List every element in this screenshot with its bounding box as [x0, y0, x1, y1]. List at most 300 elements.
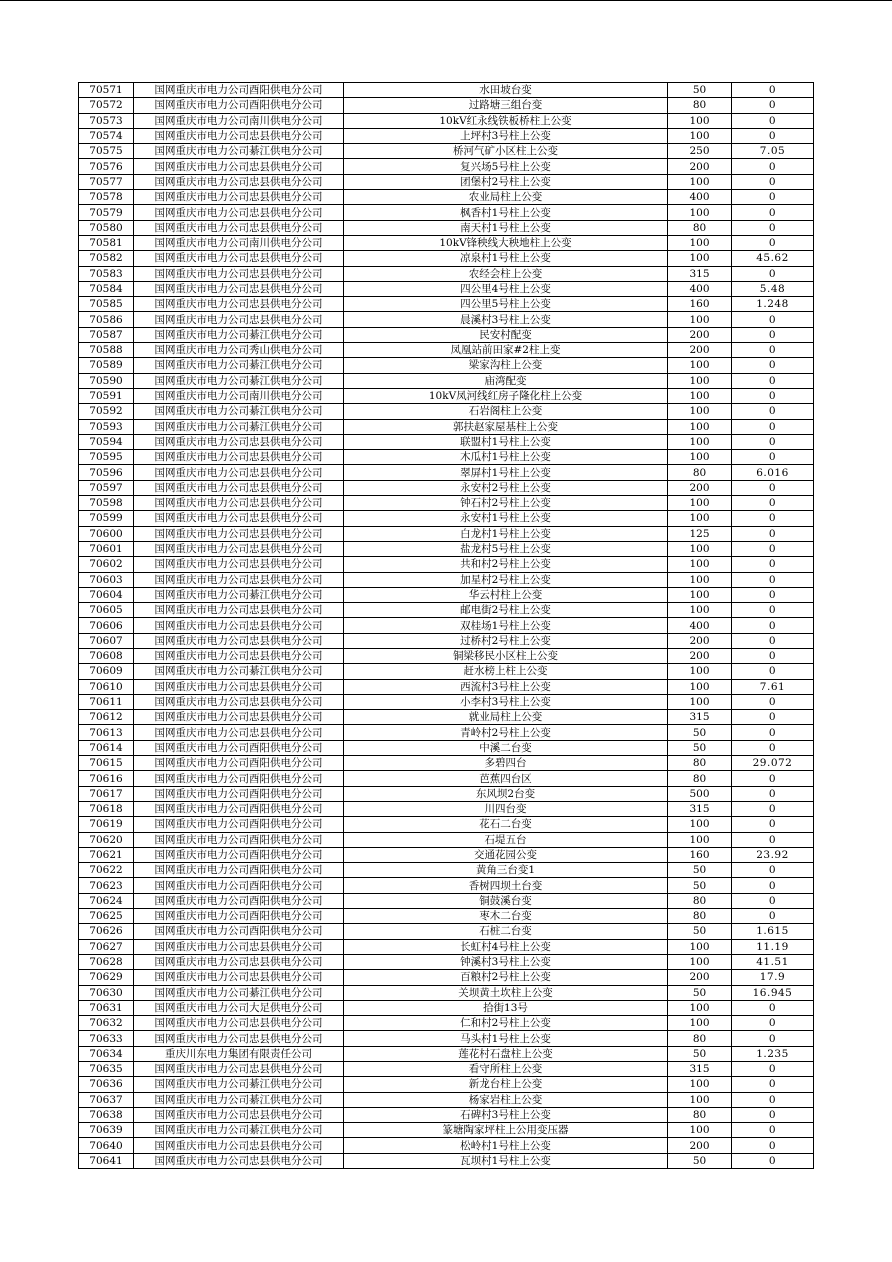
cell-id: 70593 [79, 419, 134, 434]
cell-capacity: 100 [668, 1000, 732, 1015]
cell-station-name: 加星村2号柱上公变 [344, 572, 668, 587]
cell-value: 0 [732, 190, 814, 205]
cell-station-name: 枣木二台变 [344, 909, 668, 924]
cell-company: 国网重庆市电力公司忠县供电分公司 [134, 205, 344, 220]
cell-company: 国网重庆市电力公司酉阳供电分公司 [134, 847, 344, 862]
cell-value: 0 [732, 786, 814, 801]
cell-value: 0 [732, 511, 814, 526]
cell-company: 国网重庆市电力公司忠县供电分公司 [134, 159, 344, 174]
cell-company: 国网重庆市电力公司忠县供电分公司 [134, 434, 344, 449]
cell-id: 70591 [79, 388, 134, 403]
cell-company: 国网重庆市电力公司綦江供电分公司 [134, 144, 344, 159]
cell-value: 0 [732, 863, 814, 878]
cell-capacity: 100 [668, 511, 732, 526]
cell-id: 70577 [79, 174, 134, 189]
cell-station-name: 石岩阁柱上公变 [344, 404, 668, 419]
cell-company: 国网重庆市电力公司忠县供电分公司 [134, 633, 344, 648]
cell-station-name: 芭蕉四台区 [344, 771, 668, 786]
cell-company: 国网重庆市电力公司南川供电分公司 [134, 388, 344, 403]
cell-station-name: 木瓜村1号柱上公变 [344, 450, 668, 465]
cell-company: 国网重庆市电力公司綦江供电分公司 [134, 404, 344, 419]
cell-id: 70572 [79, 98, 134, 113]
cell-station-name: 10kV红永线铁板桥柱上公变 [344, 113, 668, 128]
cell-station-name: 南天村1号柱上公变 [344, 220, 668, 235]
cell-company: 国网重庆市电力公司忠县供电分公司 [134, 312, 344, 327]
cell-station-name: 马头村1号柱上公变 [344, 1031, 668, 1046]
cell-capacity: 160 [668, 847, 732, 862]
cell-company: 国网重庆市电力公司忠县供电分公司 [134, 1153, 344, 1168]
cell-id: 70605 [79, 603, 134, 618]
table-row [79, 801, 814, 816]
cell-company: 国网重庆市电力公司酉阳供电分公司 [134, 893, 344, 908]
table-row [79, 587, 814, 602]
cell-capacity: 50 [668, 740, 732, 755]
cell-id: 70597 [79, 480, 134, 495]
table-row [79, 419, 814, 434]
cell-value: 7.61 [732, 679, 814, 694]
cell-company: 国网重庆市电力公司忠县供电分公司 [134, 1016, 344, 1031]
cell-company: 国网重庆市电力公司忠县供电分公司 [134, 450, 344, 465]
cell-id: 70607 [79, 633, 134, 648]
cell-capacity: 80 [668, 1031, 732, 1046]
cell-capacity: 100 [668, 541, 732, 556]
cell-capacity: 100 [668, 954, 732, 969]
cell-company: 国网重庆市电力公司綦江供电分公司 [134, 664, 344, 679]
table-row [79, 1092, 814, 1107]
cell-id: 70571 [79, 83, 134, 98]
cell-value: 0 [732, 1092, 814, 1107]
table-row [79, 1138, 814, 1153]
cell-company: 国网重庆市电力公司酉阳供电分公司 [134, 832, 344, 847]
table-row [79, 281, 814, 296]
cell-station-name: 香树四坝土台变 [344, 878, 668, 893]
cell-station-name: 枫香村1号柱上公变 [344, 205, 668, 220]
cell-value: 0 [732, 648, 814, 663]
cell-capacity: 100 [668, 174, 732, 189]
cell-station-name: 邮电街2号柱上公变 [344, 603, 668, 618]
cell-capacity: 100 [668, 1016, 732, 1031]
cell-id: 70579 [79, 205, 134, 220]
table-row [79, 633, 814, 648]
cell-id: 70575 [79, 144, 134, 159]
cell-value: 1.235 [732, 1046, 814, 1061]
cell-value: 0 [732, 174, 814, 189]
cell-capacity: 250 [668, 144, 732, 159]
cell-company: 国网重庆市电力公司酉阳供电分公司 [134, 863, 344, 878]
cell-id: 70576 [79, 159, 134, 174]
cell-station-name: 钟石村2号柱上公变 [344, 496, 668, 511]
cell-value: 0 [732, 235, 814, 250]
cell-value: 23.92 [732, 847, 814, 862]
cell-company: 国网重庆市电力公司忠县供电分公司 [134, 618, 344, 633]
cell-capacity: 100 [668, 1077, 732, 1092]
cell-station-name: 上坪村3号柱上公变 [344, 128, 668, 143]
cell-id: 70628 [79, 954, 134, 969]
cell-capacity: 500 [668, 786, 732, 801]
cell-capacity: 200 [668, 480, 732, 495]
cell-value: 0 [732, 893, 814, 908]
cell-id: 70588 [79, 343, 134, 358]
cell-value: 5.48 [732, 281, 814, 296]
cell-station-name: 新龙台柱上公变 [344, 1077, 668, 1092]
cell-id: 70580 [79, 220, 134, 235]
cell-capacity: 80 [668, 909, 732, 924]
cell-value: 41.51 [732, 954, 814, 969]
cell-capacity: 125 [668, 526, 732, 541]
cell-value: 0 [732, 1000, 814, 1015]
cell-company: 国网重庆市电力公司忠县供电分公司 [134, 710, 344, 725]
cell-value: 0 [732, 373, 814, 388]
table-row [79, 664, 814, 679]
cell-company: 国网重庆市电力公司忠县供电分公司 [134, 603, 344, 618]
cell-capacity: 50 [668, 924, 732, 939]
table-row [79, 480, 814, 495]
cell-id: 70602 [79, 557, 134, 572]
table-row [79, 847, 814, 862]
cell-value: 17.9 [732, 970, 814, 985]
table-row [79, 893, 814, 908]
cell-capacity: 315 [668, 801, 732, 816]
cell-company: 国网重庆市电力公司忠县供电分公司 [134, 648, 344, 663]
cell-value: 0 [732, 740, 814, 755]
table-row [79, 725, 814, 740]
cell-company: 国网重庆市电力公司酉阳供电分公司 [134, 98, 344, 113]
cell-value: 11.19 [732, 939, 814, 954]
cell-company: 国网重庆市电力公司忠县供电分公司 [134, 480, 344, 495]
cell-value: 0 [732, 618, 814, 633]
cell-station-name: 10kV锋秧线大秧地柱上公变 [344, 235, 668, 250]
table-row [79, 511, 814, 526]
cell-station-name: 交通花园公变 [344, 847, 668, 862]
cell-capacity: 100 [668, 679, 732, 694]
cell-company: 国网重庆市电力公司綦江供电分公司 [134, 1092, 344, 1107]
cell-station-name: 桥河气矿小区柱上公变 [344, 144, 668, 159]
cell-company: 国网重庆市电力公司綦江供电分公司 [134, 327, 344, 342]
table-row [79, 297, 814, 312]
table-row [79, 266, 814, 281]
cell-capacity: 100 [668, 373, 732, 388]
table-row [79, 1123, 814, 1138]
table-row [79, 343, 814, 358]
table-row [79, 404, 814, 419]
table-row [79, 756, 814, 771]
cell-station-name: 多碧四台 [344, 756, 668, 771]
table-row [79, 190, 814, 205]
cell-value: 0 [732, 159, 814, 174]
table-row [79, 159, 814, 174]
cell-id: 70640 [79, 1138, 134, 1153]
table-row [79, 710, 814, 725]
cell-station-name: 莲花村石盘柱上公变 [344, 1046, 668, 1061]
table-row [79, 496, 814, 511]
cell-value: 0 [732, 771, 814, 786]
cell-station-name: 农经会柱上公变 [344, 266, 668, 281]
cell-station-name: 关坝黄土坎柱上公变 [344, 985, 668, 1000]
cell-value: 0 [732, 878, 814, 893]
cell-capacity: 200 [668, 648, 732, 663]
cell-value: 0 [732, 113, 814, 128]
cell-station-name: 铜梁移民小区柱上公变 [344, 648, 668, 663]
cell-station-name: 花石二台变 [344, 817, 668, 832]
cell-station-name: 水田坡台变 [344, 83, 668, 98]
cell-id: 70589 [79, 358, 134, 373]
cell-capacity: 100 [668, 496, 732, 511]
cell-capacity: 200 [668, 327, 732, 342]
table-row [79, 83, 814, 98]
cell-station-name: 拾街13号 [344, 1000, 668, 1015]
cell-company: 国网重庆市电力公司忠县供电分公司 [134, 1107, 344, 1122]
cell-id: 70627 [79, 939, 134, 954]
cell-id: 70581 [79, 235, 134, 250]
cell-value: 0 [732, 526, 814, 541]
cell-id: 70626 [79, 924, 134, 939]
table-row [79, 526, 814, 541]
cell-value: 6.016 [732, 465, 814, 480]
cell-id: 70586 [79, 312, 134, 327]
cell-capacity: 100 [668, 358, 732, 373]
table-row [79, 235, 814, 250]
cell-station-name: 翠屏村1号柱上公变 [344, 465, 668, 480]
cell-id: 70638 [79, 1107, 134, 1122]
cell-id: 70616 [79, 771, 134, 786]
cell-station-name: 黄角三台变1 [344, 863, 668, 878]
cell-capacity: 50 [668, 83, 732, 98]
cell-station-name: 团堡村2号柱上公变 [344, 174, 668, 189]
cell-station-name: 过桥村2号柱上公变 [344, 633, 668, 648]
cell-capacity: 80 [668, 771, 732, 786]
cell-company: 国网重庆市电力公司酉阳供电分公司 [134, 801, 344, 816]
cell-station-name: 石堤五台 [344, 832, 668, 847]
cell-value: 0 [732, 603, 814, 618]
cell-id: 70608 [79, 648, 134, 663]
cell-value: 0 [732, 205, 814, 220]
cell-id: 70590 [79, 373, 134, 388]
cell-capacity: 100 [668, 450, 732, 465]
cell-id: 70587 [79, 327, 134, 342]
cell-value: 0 [732, 817, 814, 832]
table-row [79, 603, 814, 618]
cell-company: 国网重庆市电力公司綦江供电分公司 [134, 1123, 344, 1138]
cell-capacity: 50 [668, 863, 732, 878]
cell-station-name: 松岭村1号柱上公变 [344, 1138, 668, 1153]
cell-id: 70595 [79, 450, 134, 465]
cell-company: 国网重庆市电力公司南川供电分公司 [134, 235, 344, 250]
cell-id: 70599 [79, 511, 134, 526]
cell-station-name: 白龙村1号柱上公变 [344, 526, 668, 541]
cell-capacity: 160 [668, 297, 732, 312]
table-row [79, 144, 814, 159]
table-row [79, 985, 814, 1000]
cell-id: 70610 [79, 679, 134, 694]
cell-value: 0 [732, 83, 814, 98]
table-row [79, 1107, 814, 1122]
cell-capacity: 100 [668, 817, 732, 832]
table-row [79, 434, 814, 449]
cell-value: 0 [732, 710, 814, 725]
cell-capacity: 100 [668, 587, 732, 602]
table-row [79, 251, 814, 266]
cell-value: 0 [732, 480, 814, 495]
cell-station-name: 共和村2号柱上公变 [344, 557, 668, 572]
cell-company: 国网重庆市电力公司酉阳供电分公司 [134, 786, 344, 801]
cell-company: 国网重庆市电力公司忠县供电分公司 [134, 128, 344, 143]
cell-station-name: 永安村2号柱上公变 [344, 480, 668, 495]
cell-company: 国网重庆市电力公司忠县供电分公司 [134, 465, 344, 480]
table-row [79, 1153, 814, 1168]
cell-id: 70623 [79, 878, 134, 893]
cell-capacity: 100 [668, 939, 732, 954]
cell-id: 70606 [79, 618, 134, 633]
cell-id: 70615 [79, 756, 134, 771]
cell-capacity: 100 [668, 572, 732, 587]
table-row [79, 358, 814, 373]
cell-id: 70634 [79, 1046, 134, 1061]
cell-id: 70619 [79, 817, 134, 832]
table-row [79, 128, 814, 143]
cell-capacity: 100 [668, 312, 732, 327]
cell-station-name: 青岭村2号柱上公变 [344, 725, 668, 740]
cell-id: 70603 [79, 572, 134, 587]
cell-company: 国网重庆市电力公司忠县供电分公司 [134, 526, 344, 541]
cell-id: 70630 [79, 985, 134, 1000]
table-row [79, 909, 814, 924]
cell-station-name: 晨溪村3号柱上公变 [344, 312, 668, 327]
cell-capacity: 100 [668, 388, 732, 403]
cell-company: 国网重庆市电力公司忠县供电分公司 [134, 970, 344, 985]
cell-id: 70636 [79, 1077, 134, 1092]
cell-id: 70633 [79, 1031, 134, 1046]
cell-company: 国网重庆市电力公司綦江供电分公司 [134, 1077, 344, 1092]
cell-capacity: 80 [668, 756, 732, 771]
cell-company: 国网重庆市电力公司忠县供电分公司 [134, 557, 344, 572]
page-top-rule [0, 0, 892, 1]
cell-capacity: 100 [668, 557, 732, 572]
table-row [79, 1031, 814, 1046]
cell-value: 16.945 [732, 985, 814, 1000]
cell-capacity: 400 [668, 190, 732, 205]
cell-capacity: 100 [668, 1092, 732, 1107]
cell-id: 70604 [79, 587, 134, 602]
cell-id: 70621 [79, 847, 134, 862]
cell-id: 70632 [79, 1016, 134, 1031]
table-row [79, 557, 814, 572]
cell-capacity: 200 [668, 970, 732, 985]
cell-company: 国网重庆市电力公司酉阳供电分公司 [134, 817, 344, 832]
cell-capacity: 200 [668, 343, 732, 358]
cell-capacity: 100 [668, 832, 732, 847]
cell-station-name: 庙湾配变 [344, 373, 668, 388]
table-row [79, 450, 814, 465]
cell-company: 国网重庆市电力公司忠县供电分公司 [134, 1138, 344, 1153]
cell-capacity: 80 [668, 1107, 732, 1122]
cell-station-name: 农业局柱上公变 [344, 190, 668, 205]
cell-value: 0 [732, 832, 814, 847]
cell-value: 0 [732, 419, 814, 434]
cell-value: 0 [732, 1138, 814, 1153]
cell-company: 国网重庆市电力公司酉阳供电分公司 [134, 756, 344, 771]
cell-company: 国网重庆市电力公司忠县供电分公司 [134, 251, 344, 266]
cell-value: 0 [732, 434, 814, 449]
cell-id: 70631 [79, 1000, 134, 1015]
cell-capacity: 100 [668, 113, 732, 128]
table-body [79, 83, 814, 1169]
cell-company: 国网重庆市电力公司綦江供电分公司 [134, 587, 344, 602]
cell-station-name: 中溪二台变 [344, 740, 668, 755]
cell-id: 70578 [79, 190, 134, 205]
table-row [79, 98, 814, 113]
cell-capacity: 80 [668, 98, 732, 113]
cell-id: 70635 [79, 1062, 134, 1077]
cell-company: 国网重庆市电力公司忠县供电分公司 [134, 281, 344, 296]
cell-id: 70609 [79, 664, 134, 679]
cell-id: 70598 [79, 496, 134, 511]
cell-company: 国网重庆市电力公司酉阳供电分公司 [134, 878, 344, 893]
cell-station-name: 长虹村4号柱上公变 [344, 939, 668, 954]
cell-company: 国网重庆市电力公司酉阳供电分公司 [134, 83, 344, 98]
cell-id: 70592 [79, 404, 134, 419]
cell-value: 0 [732, 801, 814, 816]
cell-id: 70584 [79, 281, 134, 296]
cell-value: 0 [732, 1123, 814, 1138]
table-row [79, 1077, 814, 1092]
cell-id: 70612 [79, 710, 134, 725]
cell-company: 国网重庆市电力公司酉阳供电分公司 [134, 771, 344, 786]
cell-id: 70583 [79, 266, 134, 281]
cell-value: 0 [732, 1107, 814, 1122]
cell-capacity: 50 [668, 878, 732, 893]
cell-station-name: 石碑村3号柱上公变 [344, 1107, 668, 1122]
cell-id: 70617 [79, 786, 134, 801]
cell-company: 国网重庆市电力公司忠县供电分公司 [134, 725, 344, 740]
cell-value: 0 [732, 1062, 814, 1077]
cell-station-name: 杨家岩柱上公变 [344, 1092, 668, 1107]
cell-capacity: 50 [668, 1046, 732, 1061]
table-row [79, 939, 814, 954]
table-row [79, 618, 814, 633]
cell-station-name: 看守所柱上公变 [344, 1062, 668, 1077]
cell-company: 国网重庆市电力公司忠县供电分公司 [134, 174, 344, 189]
table-row [79, 327, 814, 342]
table-row [79, 679, 814, 694]
cell-id: 70596 [79, 465, 134, 480]
table-row [79, 373, 814, 388]
cell-station-name: 钟溪村3号柱上公变 [344, 954, 668, 969]
table-row [79, 863, 814, 878]
cell-station-name: 凤凰站前田家#2柱上变 [344, 343, 668, 358]
cell-value: 0 [732, 404, 814, 419]
cell-company: 国网重庆市电力公司忠县供电分公司 [134, 1031, 344, 1046]
cell-station-name: 华云村柱上公变 [344, 587, 668, 602]
cell-capacity: 100 [668, 434, 732, 449]
cell-value: 0 [732, 388, 814, 403]
cell-capacity: 80 [668, 893, 732, 908]
cell-value: 0 [732, 1153, 814, 1168]
cell-value: 0 [732, 450, 814, 465]
cell-station-name: 就业局柱上公变 [344, 710, 668, 725]
cell-company: 国网重庆市电力公司忠县供电分公司 [134, 1062, 344, 1077]
cell-station-name: 双桂场1号柱上公变 [344, 618, 668, 633]
cell-capacity: 200 [668, 159, 732, 174]
cell-value: 0 [732, 587, 814, 602]
cell-company: 国网重庆市电力公司忠县供电分公司 [134, 954, 344, 969]
cell-value: 1.615 [732, 924, 814, 939]
cell-company: 国网重庆市电力公司綦江供电分公司 [134, 419, 344, 434]
cell-company: 国网重庆市电力公司酉阳供电分公司 [134, 924, 344, 939]
table-row [79, 694, 814, 709]
cell-value: 0 [732, 557, 814, 572]
cell-id: 70611 [79, 694, 134, 709]
cell-company: 国网重庆市电力公司忠县供电分公司 [134, 496, 344, 511]
